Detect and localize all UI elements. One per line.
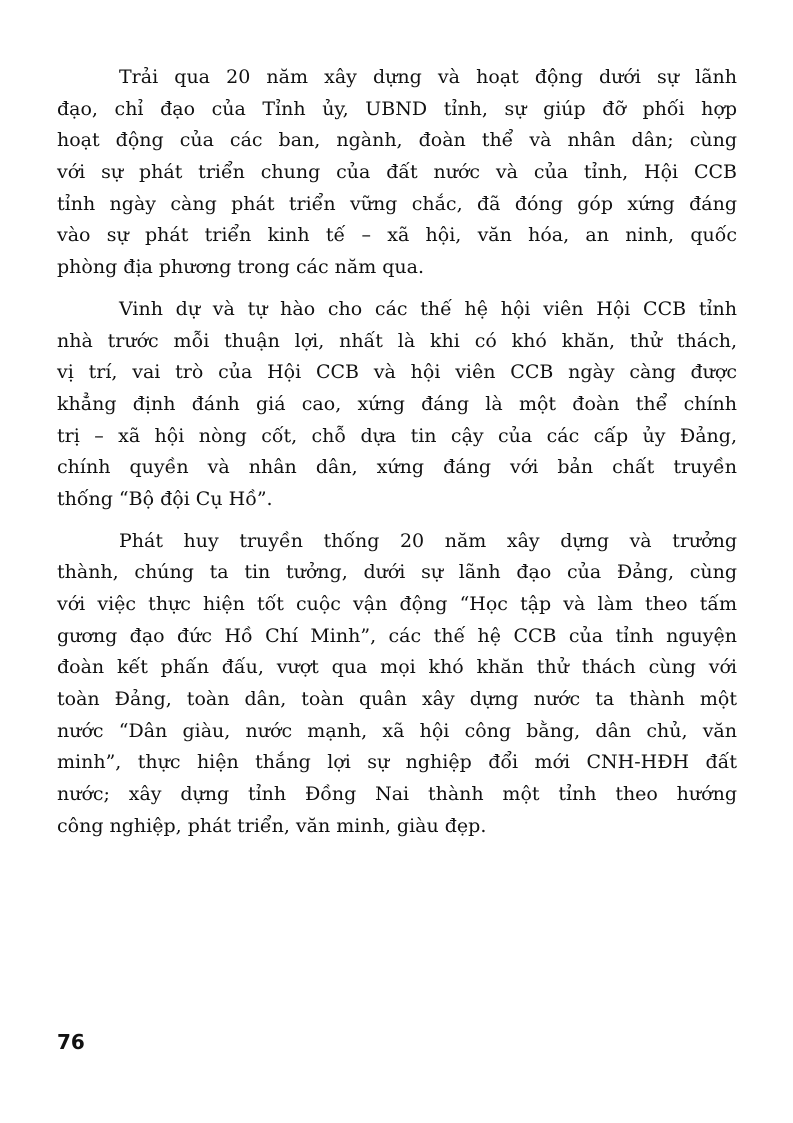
text-line: gương đạo đức Hồ Chí Minh”, các thế hệ CCB của tỉnh nguyện <box>57 624 737 647</box>
text-line: nước; xây dựng tỉnh Đồng Nai thành một tỉnh theo hướng <box>57 783 737 806</box>
text-line: đạo, chỉ đạo của Tỉnh ủy, UBND tỉnh, sự giúp đỡ phối hợp <box>57 97 737 120</box>
text-line: minh”, thực hiện thắng lợi sự nghiệp đổi mới CNH-HĐH đất <box>57 751 737 774</box>
text-line: chính quyền và nhân dân, xứng đáng với bản chất truyền <box>57 456 737 479</box>
paragraph-1 <box>57 62 737 284</box>
text-line: với việc thực hiện tốt cuộc vận động “Học tập và làm theo tấm <box>57 593 737 615</box>
text-line: nước “Dân giàu, nước mạnh, xã hội công bằng, dân chủ, văn <box>57 719 737 742</box>
text-line: toàn Đảng, toàn dân, toàn quân xây dựng nước ta thành một <box>57 688 737 711</box>
text-line: công nghiệp, phát triển, văn minh, giàu đẹp. <box>57 814 487 837</box>
text-line: phòng địa phương trong các năm qua. <box>57 256 425 279</box>
text-line: đoàn kết phấn đấu, vượt qua mọi khó khăn thử thách cùng với <box>57 656 737 679</box>
text-line: thành, chúng ta tin tưởng, dưới sự lãnh đạo của Đảng, cùng <box>57 561 737 584</box>
page-body <box>57 62 737 853</box>
text-line: hoạt động của các ban, ngành, đoàn thể và nhân dân; cùng <box>57 129 737 152</box>
text-line: Vinh dự và tự hào cho các thế hệ hội viên Hội CCB tỉnh <box>119 297 737 320</box>
paragraph-2 <box>57 294 737 516</box>
paragraph-3 <box>57 526 737 843</box>
text-line: Trải qua 20 năm xây dựng và hoạt động dưới sự lãnh <box>119 66 737 88</box>
text-line: vị trí, vai trò của Hội CCB và hội viên CCB ngày càng được <box>57 361 737 384</box>
text-line: thống “Bộ đội Cụ Hồ”. <box>57 487 273 510</box>
text-line: khẳng định đánh giá cao, xứng đáng là một đoàn thể chính <box>57 392 737 415</box>
text-line: vào sự phát triển kinh tế – xã hội, văn hóa, an ninh, quốc <box>57 224 737 247</box>
text-line: nhà trước mỗi thuận lợi, nhất là khi có khó khăn, thử thách, <box>57 329 737 352</box>
text-line: trị – xã hội nòng cốt, chỗ dựa tin cậy của các cấp ủy Đảng, <box>57 424 737 447</box>
text-line: Phát huy truyền thống 20 năm xây dựng và trưởng <box>119 529 737 552</box>
text-line: với sự phát triển chung của đất nước và của tỉnh, Hội CCB <box>57 161 737 184</box>
text-line: tỉnh ngày càng phát triển vững chắc, đã đóng góp xứng đáng <box>57 192 737 215</box>
page-number: 76 <box>57 1030 85 1054</box>
